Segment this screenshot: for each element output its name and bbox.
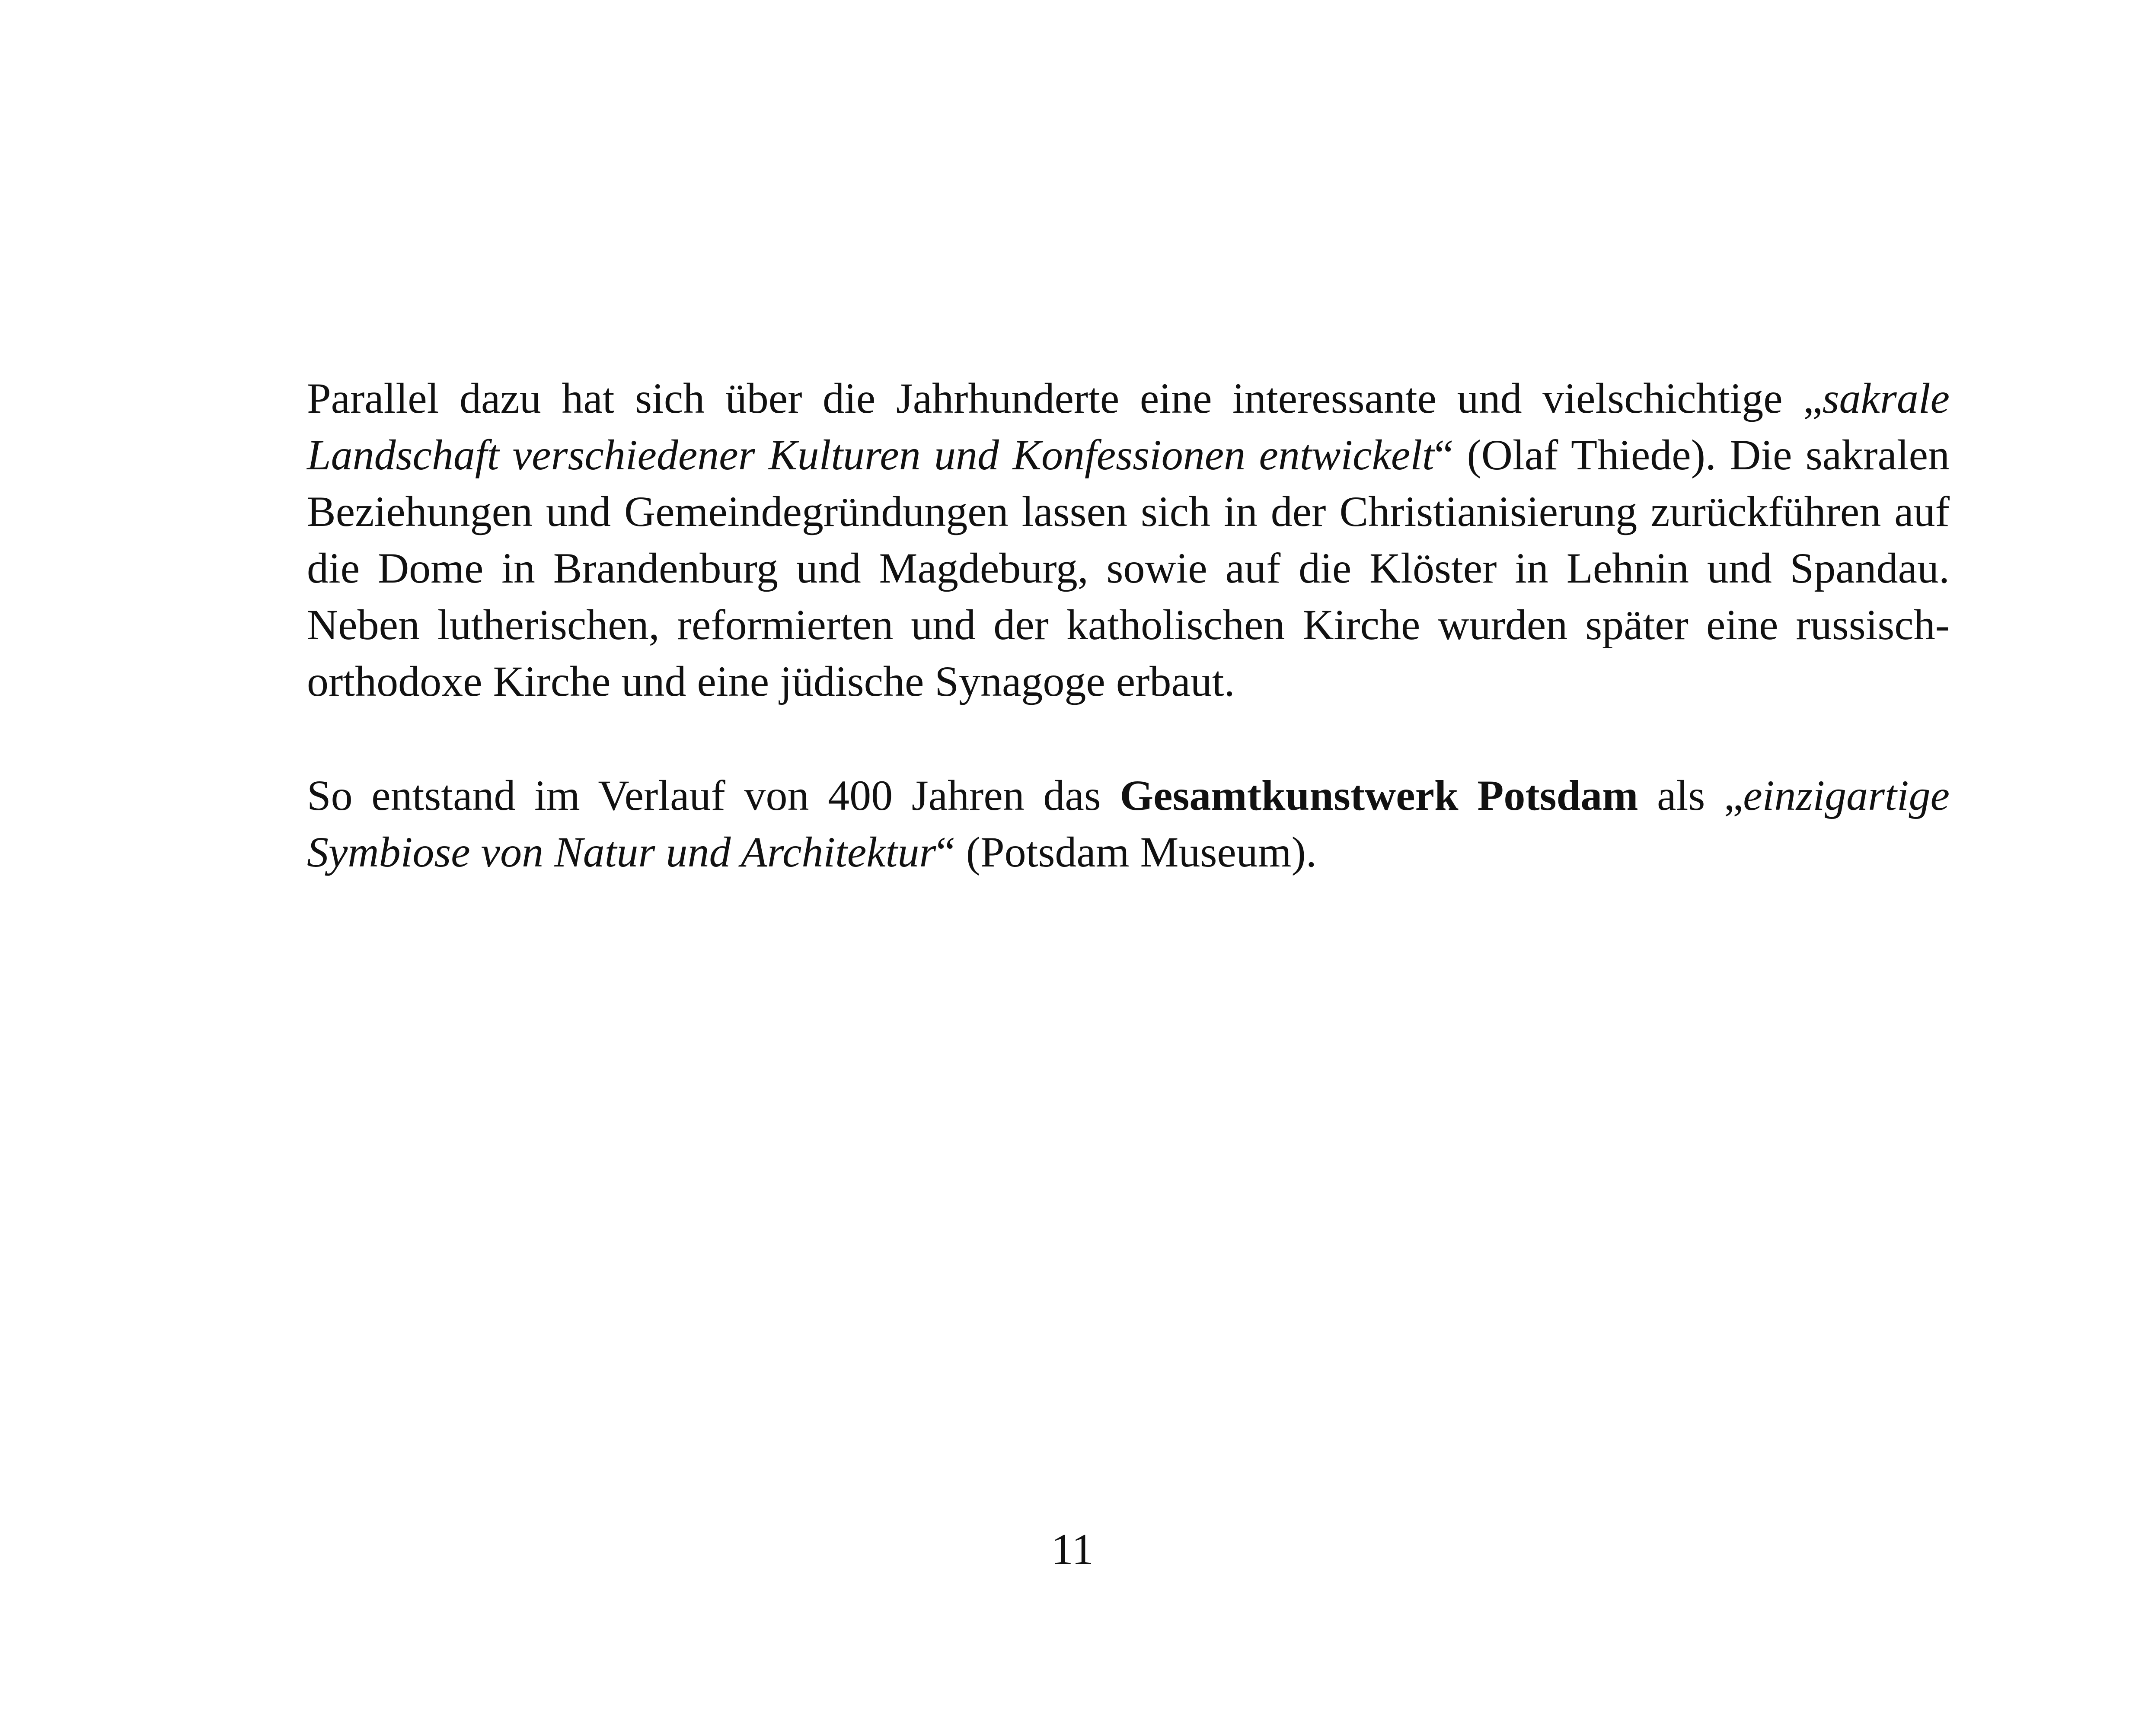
paragraph2-middle: als „ xyxy=(1638,771,1743,819)
paragraph1-tail: “ (Olaf Thiede). Die sakralen Beziehungen und Gemeindegründungen lassen sich in der Christianisierung zurückführen auf die Dome in Brandenburg und Magdeburg, sowie auf die Klöster in Lehnin und Spandau. Neben lutherischen, reformierten und der katholischen Kirche wurden später eine russisch-orthodoxe Kirche und eine jüdische Synagoge erbaut. xyxy=(307,431,1950,705)
paragraph2-quote: einzigartige Symbiose von Natur und Architektur xyxy=(307,771,1950,876)
paragraph-sacral-landscape xyxy=(307,370,1950,710)
page-number: 11 xyxy=(1051,1525,1094,1574)
paragraph2-tail: “ (Potsdam Museum). xyxy=(936,828,1317,876)
paragraph1-lead: Parallel dazu hat sich über die Jahrhunderte eine interessante und vielschichtige „ xyxy=(307,374,1823,422)
paragraph-gesamtkunstwerk xyxy=(307,767,1950,880)
paragraph2-lead: So entstand im Verlauf von 400 Jahren das xyxy=(307,771,1120,819)
paragraph2-bold-term: Gesamtkunstwerk Potsdam xyxy=(1120,771,1638,819)
paragraph1-quote: sakrale Landschaft verschiedener Kulturen und Konfessionen entwickelt xyxy=(307,374,1950,479)
